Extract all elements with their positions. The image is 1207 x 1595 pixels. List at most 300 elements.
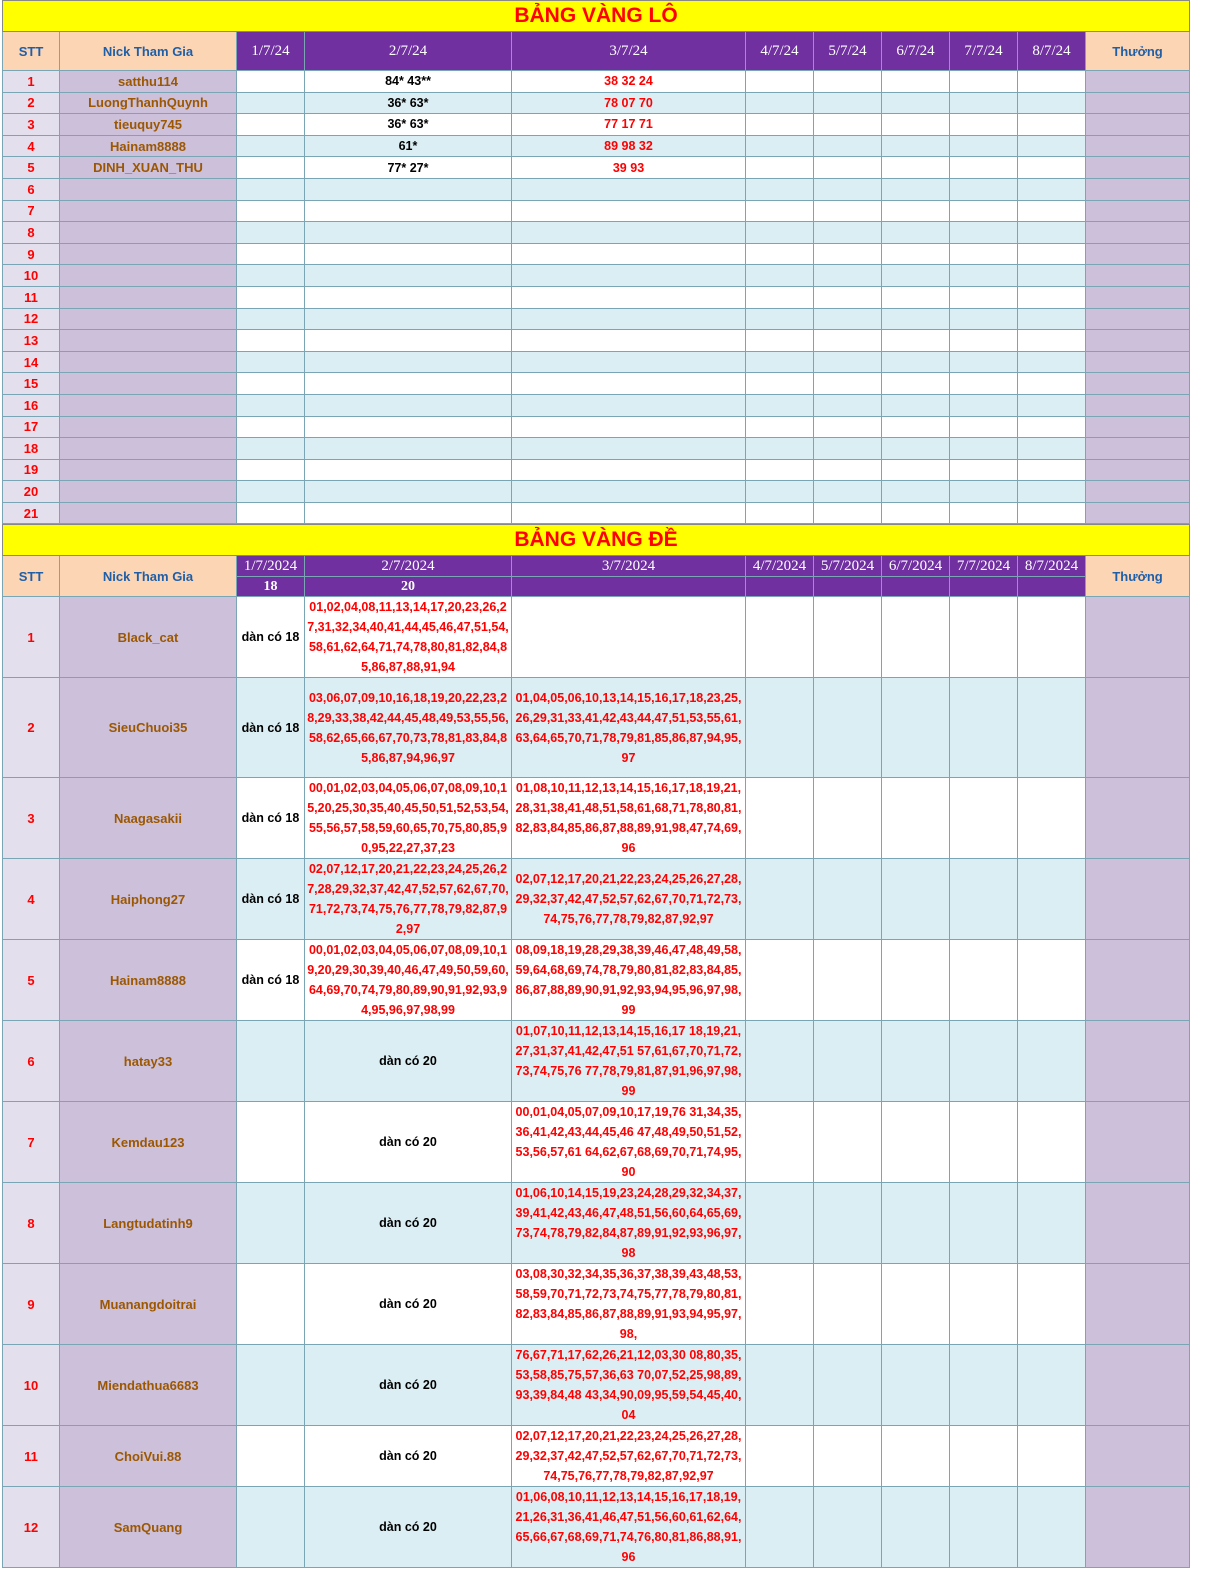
lo-row-cell[interactable]	[512, 308, 746, 330]
lo-row-cell[interactable]	[882, 178, 950, 200]
lo-row-cell[interactable]	[237, 459, 305, 481]
lo-row-cell[interactable]	[237, 351, 305, 373]
de-row-cell[interactable]	[237, 1264, 305, 1345]
de-row-cell[interactable]	[814, 678, 882, 778]
lo-row-cell[interactable]	[746, 222, 814, 244]
lo-row-cell[interactable]: 36* 63*	[305, 114, 512, 136]
lo-row-cell[interactable]	[305, 265, 512, 287]
lo-row-cell[interactable]	[814, 330, 882, 352]
lo-row-cell[interactable]	[237, 92, 305, 114]
de-row-cell[interactable]: dàn có 18	[237, 678, 305, 778]
lo-row-nick	[60, 373, 237, 395]
de-row-cell[interactable]	[814, 1102, 882, 1183]
lo-row-cell[interactable]: 61*	[305, 135, 512, 157]
de-row-cell[interactable]: 03,08,30,32,34,35,36,37,38,39,43,48,53,58,59,70,71,72,73,74,75,77,78,79,80,81,82,83,84,85,86,87,88,89,91,93,94,95,97,98,	[512, 1264, 746, 1345]
de-row-cell[interactable]: dàn có 20	[305, 1102, 512, 1183]
lo-row-cell[interactable]	[1018, 114, 1086, 136]
lo-row-cell[interactable]	[746, 92, 814, 114]
lo-row-nick: Hainam8888	[60, 135, 237, 157]
lo-row-cell[interactable]: 84* 43**	[305, 71, 512, 93]
de-row-cell[interactable]	[882, 678, 950, 778]
lo-row-cell[interactable]	[814, 243, 882, 265]
lo-row-cell[interactable]	[950, 416, 1018, 438]
lo-row-cell[interactable]	[882, 286, 950, 308]
de-row-cell[interactable]	[950, 778, 1018, 859]
de-row-cell[interactable]	[237, 1345, 305, 1426]
de-row-cell[interactable]	[237, 1102, 305, 1183]
lo-table-row	[3, 416, 1190, 438]
lo-row-cell[interactable]	[237, 114, 305, 136]
de-row-cell[interactable]: dàn có 18	[237, 597, 305, 678]
lo-row-cell[interactable]	[746, 200, 814, 222]
lo-row-nick	[60, 438, 237, 460]
de-row-cell[interactable]: 01,07,10,11,12,13,14,15,16,17 18,19,21,27,31,37,41,42,47,51 57,61,67,70,71,72,73,74,75,76 77,78,79,81,87,91,96,97,98,99	[512, 1021, 746, 1102]
lo-row-cell[interactable]	[882, 114, 950, 136]
lo-row-cell[interactable]	[814, 459, 882, 481]
de-header-result: 18	[237, 577, 305, 597]
lo-row-cell[interactable]	[237, 481, 305, 503]
lo-row-cell[interactable]	[305, 330, 512, 352]
de-row-cell[interactable]: dàn có 20	[305, 1487, 512, 1568]
lo-row-cell[interactable]	[1018, 459, 1086, 481]
de-row-cell[interactable]	[950, 678, 1018, 778]
lo-row-cell[interactable]	[950, 114, 1018, 136]
lo-row-cell[interactable]	[950, 222, 1018, 244]
lo-row-cell[interactable]	[882, 351, 950, 373]
lo-row-cell[interactable]	[1018, 438, 1086, 460]
lo-row-cell[interactable]: 78 07 70	[512, 92, 746, 114]
lo-row-thuong	[1086, 308, 1190, 330]
lo-row-cell[interactable]	[512, 502, 746, 524]
de-row-cell[interactable]	[1018, 1426, 1086, 1487]
de-row-cell[interactable]: dàn có 18	[237, 778, 305, 859]
lo-row-cell[interactable]	[746, 330, 814, 352]
lo-row-cell[interactable]	[1018, 157, 1086, 179]
lo-row-cell[interactable]	[305, 308, 512, 330]
lo-row-cell[interactable]	[814, 351, 882, 373]
de-table-row	[3, 778, 1190, 859]
lo-row-stt: 6	[3, 178, 60, 200]
de-row-nick: Kemdau123	[60, 1102, 237, 1183]
lo-row-cell[interactable]	[1018, 373, 1086, 395]
de-row-cell[interactable]	[746, 859, 814, 940]
lo-row-cell[interactable]	[237, 243, 305, 265]
lo-row-cell[interactable]	[1018, 286, 1086, 308]
lo-row-cell[interactable]	[237, 157, 305, 179]
lo-row-cell[interactable]	[305, 178, 512, 200]
de-row-cell[interactable]	[237, 1183, 305, 1264]
de-row-cell[interactable]	[1018, 1102, 1086, 1183]
lo-row-cell[interactable]	[746, 308, 814, 330]
de-row-cell[interactable]	[237, 1021, 305, 1102]
de-row-cell[interactable]	[882, 1183, 950, 1264]
lo-row-cell[interactable]	[950, 71, 1018, 93]
de-row-cell[interactable]	[746, 1264, 814, 1345]
de-row-cell[interactable]: 01,04,05,06,10,13,14,15,16,17,18,23,25,26,29,31,33,41,42,43,44,47,51,53,55,61,63,64,65,70,71,78,79,81,85,86,87,94,95,97	[512, 678, 746, 778]
de-row-cell[interactable]	[950, 1264, 1018, 1345]
lo-row-cell[interactable]	[237, 286, 305, 308]
de-row-cell[interactable]	[950, 1021, 1018, 1102]
lo-row-cell[interactable]	[746, 114, 814, 136]
de-row-cell[interactable]	[814, 859, 882, 940]
lo-row-cell[interactable]	[950, 481, 1018, 503]
de-row-cell[interactable]	[882, 1264, 950, 1345]
de-row-cell[interactable]: 02,07,12,17,20,21,22,23,24,25,26,27,28,29,32,37,42,47,52,57,62,67,70,71,72,73,74,75,76,77,78,79,82,87,92,97	[512, 1426, 746, 1487]
lo-row-cell[interactable]	[237, 135, 305, 157]
de-row-cell[interactable]	[746, 778, 814, 859]
lo-row-cell[interactable]	[814, 157, 882, 179]
lo-row-cell[interactable]	[950, 351, 1018, 373]
lo-header-stt: STT	[3, 32, 60, 71]
lo-row-cell[interactable]	[305, 222, 512, 244]
lo-row-cell[interactable]	[746, 481, 814, 503]
lo-row-cell[interactable]	[746, 416, 814, 438]
de-row-cell[interactable]	[950, 1102, 1018, 1183]
lo-header-date: 3/7/24	[512, 32, 746, 71]
de-row-cell[interactable]	[882, 1021, 950, 1102]
de-row-cell[interactable]	[1018, 597, 1086, 678]
lo-row-stt: 13	[3, 330, 60, 352]
de-row-thuong	[1086, 678, 1190, 778]
de-row-cell[interactable]: 01,06,08,10,11,12,13,14,15,16,17,18,19,21,26,31,36,41,46,47,51,56,60,61,62,64,65,66,67,68,69,71,74,76,80,81,86,88,91,96	[512, 1487, 746, 1568]
de-row-cell[interactable]	[882, 778, 950, 859]
lo-row-cell[interactable]	[950, 157, 1018, 179]
de-row-cell[interactable]: 08,09,18,19,28,29,38,39,46,47,48,49,58,59,64,68,69,74,78,79,80,81,82,83,84,85,86,87,88,89,90,91,92,93,94,95,96,97,98,99	[512, 940, 746, 1021]
lo-row-cell[interactable]	[950, 438, 1018, 460]
de-row-cell[interactable]	[882, 940, 950, 1021]
lo-row-cell[interactable]	[746, 135, 814, 157]
lo-row-stt: 16	[3, 394, 60, 416]
lo-row-cell[interactable]	[882, 416, 950, 438]
de-row-cell[interactable]: 02,07,12,17,20,21,22,23,24,25,26,27,28,29,32,37,42,47,52,57,62,67,70,71,72,73,74,75,76,77,78,79,82,87,92,97	[305, 859, 512, 940]
de-row-cell[interactable]: 01,02,04,08,11,13,14,17,20,23,26,27,31,32,34,40,41,44,45,46,47,51,54,58,61,62,64,71,74,78,80,81,82,84,85,86,87,88,91,94	[305, 597, 512, 678]
lo-row-cell[interactable]	[746, 265, 814, 287]
de-row-cell[interactable]	[882, 597, 950, 678]
de-row-nick: Haiphong27	[60, 859, 237, 940]
lo-row-cell[interactable]	[814, 481, 882, 503]
lo-row-cell[interactable]	[305, 502, 512, 524]
lo-row-cell[interactable]	[1018, 308, 1086, 330]
de-row-cell[interactable]: dàn có 18	[237, 940, 305, 1021]
de-row-cell[interactable]	[746, 1102, 814, 1183]
lo-row-cell[interactable]	[882, 157, 950, 179]
de-row-cell[interactable]	[882, 1102, 950, 1183]
lo-row-cell[interactable]	[814, 265, 882, 287]
lo-row-cell[interactable]	[1018, 265, 1086, 287]
de-row-cell[interactable]	[950, 1183, 1018, 1264]
lo-row-cell[interactable]	[512, 438, 746, 460]
lo-row-cell[interactable]	[814, 135, 882, 157]
de-row-thuong	[1086, 597, 1190, 678]
de-header-result	[1018, 577, 1086, 597]
lo-row-cell[interactable]	[237, 416, 305, 438]
lo-row-cell[interactable]	[1018, 502, 1086, 524]
lo-row-cell[interactable]	[882, 481, 950, 503]
de-row-cell[interactable]	[746, 1345, 814, 1426]
de-row-cell[interactable]	[814, 1264, 882, 1345]
lo-row-cell[interactable]	[950, 286, 1018, 308]
lo-row-cell[interactable]	[814, 114, 882, 136]
lo-row-cell[interactable]	[950, 308, 1018, 330]
de-row-cell[interactable]: 00,01,04,05,07,09,10,17,19,76 31,34,35,36,41,42,43,44,45,46 47,48,49,50,51,52,53,56,57,61 64,62,67,68,69,70,71,74,95,90	[512, 1102, 746, 1183]
lo-row-cell[interactable]	[305, 459, 512, 481]
lo-row-cell[interactable]	[512, 459, 746, 481]
de-row-cell[interactable]: 00,01,02,03,04,05,06,07,08,09,10,15,20,25,30,35,40,45,50,51,52,53,54,55,56,57,58,59,60,65,70,75,80,85,90,95,22,27,37,23	[305, 778, 512, 859]
de-row-cell[interactable]	[746, 1183, 814, 1264]
lo-row-cell[interactable]	[305, 200, 512, 222]
lo-row-cell[interactable]: 77* 27*	[305, 157, 512, 179]
de-row-cell[interactable]	[746, 940, 814, 1021]
de-row-cell[interactable]	[814, 597, 882, 678]
lo-row-cell[interactable]	[512, 178, 746, 200]
lo-row-cell[interactable]	[1018, 200, 1086, 222]
lo-row-cell[interactable]	[746, 502, 814, 524]
de-row-stt: 2	[3, 678, 60, 778]
de-row-cell[interactable]	[814, 778, 882, 859]
de-row-cell[interactable]	[1018, 1183, 1086, 1264]
de-table-row	[3, 597, 1190, 678]
lo-row-cell[interactable]	[882, 243, 950, 265]
lo-row-cell[interactable]	[237, 200, 305, 222]
lo-row-cell[interactable]	[746, 373, 814, 395]
lo-row-cell[interactable]	[237, 71, 305, 93]
lo-row-stt: 4	[3, 135, 60, 157]
lo-row-cell[interactable]	[746, 351, 814, 373]
lo-row-cell[interactable]	[512, 351, 746, 373]
lo-row-cell[interactable]	[814, 373, 882, 395]
lo-row-cell[interactable]	[882, 502, 950, 524]
lo-row-cell[interactable]	[814, 286, 882, 308]
lo-row-cell[interactable]	[305, 416, 512, 438]
de-row-cell[interactable]	[882, 1487, 950, 1568]
lo-row-cell[interactable]	[237, 394, 305, 416]
lo-row-cell[interactable]	[882, 308, 950, 330]
lo-row-cell[interactable]	[950, 459, 1018, 481]
lo-table-row	[3, 502, 1190, 524]
lo-row-cell[interactable]	[305, 243, 512, 265]
de-row-cell[interactable]	[746, 1487, 814, 1568]
lo-row-cell[interactable]	[237, 502, 305, 524]
lo-row-cell[interactable]	[1018, 416, 1086, 438]
lo-row-cell[interactable]	[512, 222, 746, 244]
lo-row-cell[interactable]	[1018, 351, 1086, 373]
lo-row-cell[interactable]	[950, 394, 1018, 416]
lo-row-cell[interactable]	[882, 92, 950, 114]
lo-row-cell[interactable]	[814, 308, 882, 330]
lo-row-cell[interactable]	[512, 394, 746, 416]
de-row-cell[interactable]	[1018, 859, 1086, 940]
lo-table-row	[3, 394, 1190, 416]
lo-row-cell[interactable]	[746, 459, 814, 481]
lo-row-cell[interactable]	[814, 71, 882, 93]
de-row-cell[interactable]	[746, 1021, 814, 1102]
de-row-cell[interactable]	[1018, 778, 1086, 859]
de-row-cell[interactable]	[882, 1345, 950, 1426]
lo-row-cell[interactable]	[305, 438, 512, 460]
lo-row-cell[interactable]	[1018, 135, 1086, 157]
lo-row-cell[interactable]	[746, 438, 814, 460]
lo-row-nick	[60, 330, 237, 352]
lo-row-cell[interactable]	[237, 178, 305, 200]
lo-row-stt: 1	[3, 71, 60, 93]
lo-row-cell[interactable]	[950, 373, 1018, 395]
de-header-stt: STT	[3, 556, 60, 597]
de-row-cell[interactable]	[950, 859, 1018, 940]
lo-row-cell[interactable]	[237, 438, 305, 460]
de-row-cell[interactable]: dàn có 20	[305, 1183, 512, 1264]
de-table-row	[3, 1021, 1190, 1102]
lo-row-cell[interactable]	[1018, 92, 1086, 114]
lo-row-cell[interactable]	[950, 135, 1018, 157]
de-row-cell[interactable]	[814, 1183, 882, 1264]
lo-row-cell[interactable]	[814, 394, 882, 416]
lo-row-cell[interactable]	[512, 373, 746, 395]
lo-row-cell[interactable]	[814, 222, 882, 244]
lo-row-cell[interactable]: 38 32 24	[512, 71, 746, 93]
lo-row-cell[interactable]	[746, 178, 814, 200]
de-row-cell[interactable]	[882, 859, 950, 940]
lo-row-cell[interactable]: 36* 63*	[305, 92, 512, 114]
de-row-cell[interactable]	[237, 1426, 305, 1487]
de-row-cell[interactable]: 01,06,10,14,15,19,23,24,28,29,32,34,37,39,41,42,43,46,47,48,51,56,60,64,65,69,73,74,78,79,82,84,87,89,91,92,93,96,97,98	[512, 1183, 746, 1264]
lo-row-cell[interactable]	[1018, 222, 1086, 244]
lo-row-cell[interactable]	[1018, 243, 1086, 265]
de-row-cell[interactable]	[950, 597, 1018, 678]
de-row-cell[interactable]	[814, 940, 882, 1021]
de-row-cell[interactable]	[1018, 1345, 1086, 1426]
lo-row-cell[interactable]	[882, 135, 950, 157]
lo-table-row	[3, 243, 1190, 265]
lo-row-cell[interactable]	[882, 373, 950, 395]
lo-row-cell[interactable]	[814, 92, 882, 114]
lo-row-cell[interactable]	[950, 178, 1018, 200]
de-row-cell[interactable]	[814, 1345, 882, 1426]
lo-row-cell[interactable]	[305, 481, 512, 503]
lo-row-cell[interactable]	[1018, 178, 1086, 200]
lo-row-cell[interactable]	[512, 200, 746, 222]
lo-row-cell[interactable]	[746, 157, 814, 179]
lo-row-cell[interactable]	[882, 71, 950, 93]
lo-row-thuong	[1086, 286, 1190, 308]
de-row-cell[interactable]	[512, 597, 746, 678]
lo-row-cell[interactable]	[814, 438, 882, 460]
de-row-cell[interactable]: 03,06,07,09,10,16,18,19,20,22,23,28,29,33,38,42,44,45,48,49,53,55,56,58,62,65,66,67,70,73,78,81,83,84,85,86,87,94,96,97	[305, 678, 512, 778]
lo-row-cell[interactable]	[882, 394, 950, 416]
lo-row-cell[interactable]	[882, 265, 950, 287]
lo-row-cell[interactable]	[950, 265, 1018, 287]
de-row-cell[interactable]	[1018, 1021, 1086, 1102]
lo-row-cell[interactable]	[814, 178, 882, 200]
de-row-cell[interactable]	[1018, 678, 1086, 778]
de-row-cell[interactable]: 00,01,02,03,04,05,06,07,08,09,10,19,20,29,30,39,40,46,47,49,50,59,60,64,69,70,74,79,80,89,90,91,92,93,94,95,96,97,98,99	[305, 940, 512, 1021]
lo-row-cell[interactable]	[882, 459, 950, 481]
de-row-cell[interactable]	[237, 1487, 305, 1568]
lo-row-cell[interactable]	[882, 438, 950, 460]
lo-row-cell[interactable]	[305, 394, 512, 416]
lo-row-stt: 10	[3, 265, 60, 287]
de-row-cell[interactable]: dàn có 20	[305, 1426, 512, 1487]
de-row-cell[interactable]	[950, 1426, 1018, 1487]
de-row-cell[interactable]	[746, 597, 814, 678]
de-row-cell[interactable]	[746, 1426, 814, 1487]
lo-row-cell[interactable]	[950, 200, 1018, 222]
lo-row-cell[interactable]	[746, 243, 814, 265]
lo-row-cell[interactable]	[882, 330, 950, 352]
de-row-cell[interactable]: dàn có 20	[305, 1264, 512, 1345]
lo-row-cell[interactable]	[746, 394, 814, 416]
de-row-cell[interactable]	[882, 1426, 950, 1487]
de-row-cell[interactable]: dàn có 20	[305, 1021, 512, 1102]
de-row-cell[interactable]	[1018, 940, 1086, 1021]
lo-row-stt: 3	[3, 114, 60, 136]
de-row-cell[interactable]: 01,08,10,11,12,13,14,15,16,17,18,19,21,28,31,38,41,48,51,58,61,68,71,78,80,81,82,83,84,85,86,87,88,89,91,98,47,74,69,96	[512, 778, 746, 859]
lo-row-cell[interactable]	[882, 200, 950, 222]
lo-row-cell[interactable]	[950, 243, 1018, 265]
lo-row-cell[interactable]	[814, 200, 882, 222]
de-row-cell[interactable]: 02,07,12,17,20,21,22,23,24,25,26,27,28,29,32,37,42,47,52,57,62,67,70,71,72,73,74,75,76,77,78,79,82,87,92,97	[512, 859, 746, 940]
lo-row-cell[interactable]	[512, 286, 746, 308]
lo-row-cell[interactable]	[746, 71, 814, 93]
lo-row-cell[interactable]	[305, 286, 512, 308]
de-row-cell[interactable]: dàn có 18	[237, 859, 305, 940]
lo-row-nick: satthu114	[60, 71, 237, 93]
lo-row-cell[interactable]	[1018, 481, 1086, 503]
de-row-cell[interactable]	[950, 940, 1018, 1021]
lo-row-cell[interactable]	[950, 92, 1018, 114]
lo-row-cell[interactable]	[950, 330, 1018, 352]
de-row-cell[interactable]	[950, 1487, 1018, 1568]
lo-row-cell[interactable]	[237, 308, 305, 330]
lo-row-cell[interactable]	[305, 351, 512, 373]
lo-row-cell[interactable]	[1018, 394, 1086, 416]
de-row-cell[interactable]: dàn có 20	[305, 1345, 512, 1426]
lo-row-cell[interactable]	[512, 416, 746, 438]
lo-row-stt: 9	[3, 243, 60, 265]
lo-row-cell[interactable]	[305, 373, 512, 395]
de-row-stt: 1	[3, 597, 60, 678]
de-row-cell[interactable]	[1018, 1264, 1086, 1345]
lo-row-cell[interactable]	[1018, 71, 1086, 93]
de-row-cell[interactable]	[950, 1345, 1018, 1426]
de-row-cell[interactable]	[746, 678, 814, 778]
lo-row-cell[interactable]	[237, 222, 305, 244]
lo-row-cell[interactable]	[882, 222, 950, 244]
de-row-cell[interactable]	[814, 1487, 882, 1568]
lo-row-cell[interactable]	[237, 330, 305, 352]
lo-row-cell[interactable]: 89 98 32	[512, 135, 746, 157]
lo-row-cell[interactable]	[950, 502, 1018, 524]
lo-row-cell[interactable]	[746, 286, 814, 308]
de-row-cell[interactable]	[814, 1426, 882, 1487]
lo-row-thuong	[1086, 178, 1190, 200]
lo-row-cell[interactable]	[512, 265, 746, 287]
lo-row-cell[interactable]: 77 17 71	[512, 114, 746, 136]
de-row-cell[interactable]	[1018, 1487, 1086, 1568]
lo-row-cell[interactable]	[512, 330, 746, 352]
lo-row-cell[interactable]	[512, 243, 746, 265]
de-row-cell[interactable]: 76,67,71,17,62,26,21,12,03,30 08,80,35,53,58,85,75,57,36,63 70,07,52,25,98,89,93,39,84,48 43,34,90,09,95,59,54,45,40,04	[512, 1345, 746, 1426]
de-row-cell[interactable]	[814, 1021, 882, 1102]
de-row-nick: SieuChuoi35	[60, 678, 237, 778]
lo-row-thuong	[1086, 114, 1190, 136]
lo-row-cell[interactable]	[814, 502, 882, 524]
lo-row-cell[interactable]	[237, 265, 305, 287]
lo-row-cell[interactable]: 39 93	[512, 157, 746, 179]
lo-row-cell[interactable]	[237, 373, 305, 395]
lo-row-cell[interactable]	[814, 416, 882, 438]
lo-row-cell[interactable]	[1018, 330, 1086, 352]
lo-row-cell[interactable]	[512, 481, 746, 503]
